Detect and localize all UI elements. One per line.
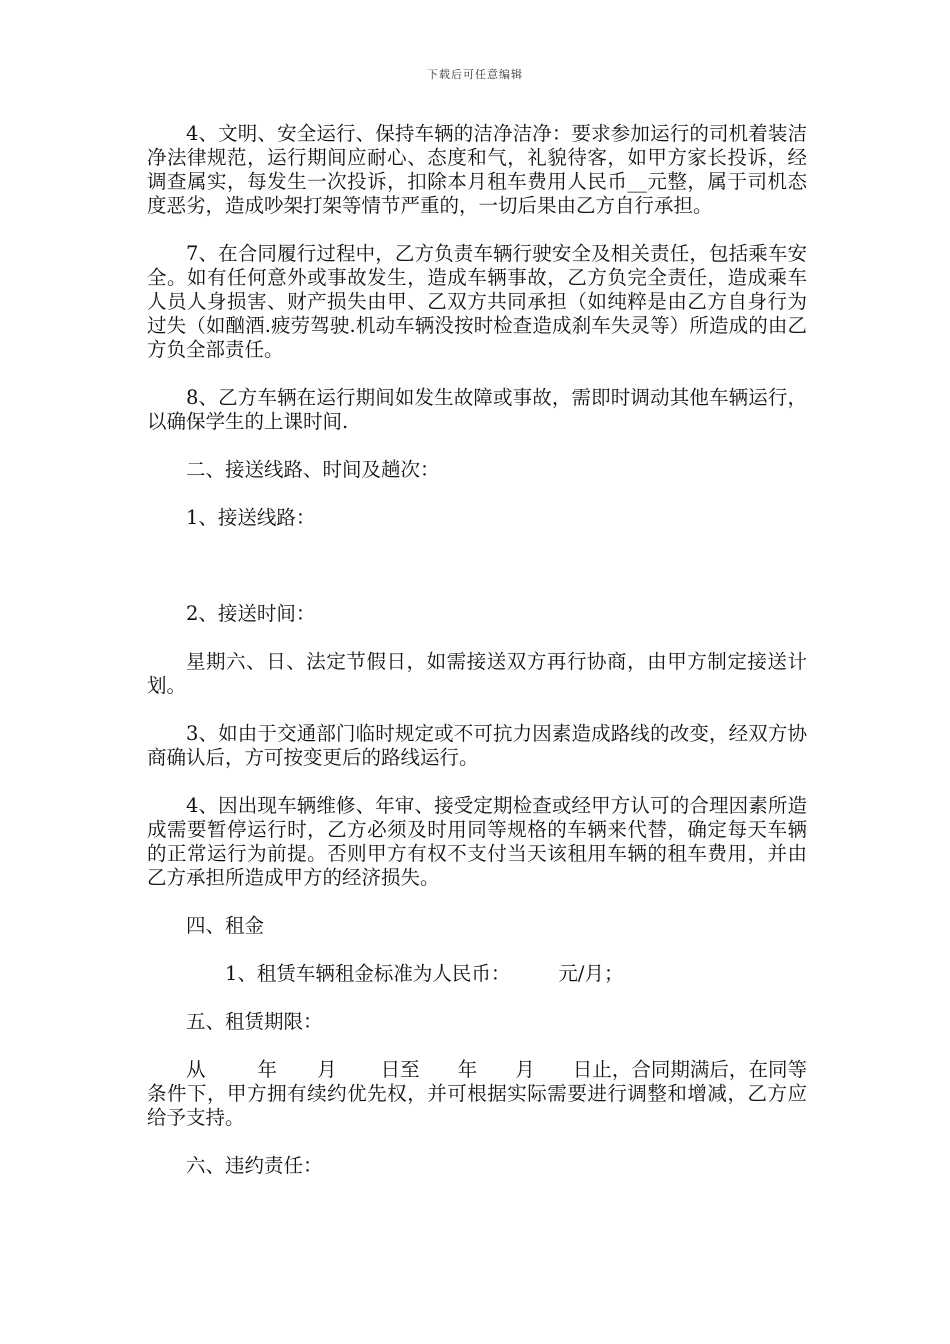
term-renewal: 在同等条件下，甲方拥有续约优先权，并可根据实际需要进行调整和增减，乙方应给予支持。 (147, 1058, 807, 1129)
page-header: 下载后可任意编辑 (427, 68, 523, 81)
term-day-1: 日至 (380, 1058, 420, 1081)
term-year-2: 年 (457, 1058, 478, 1081)
document-body (147, 122, 807, 1202)
weekend-clause: 星期六、日、法定节假日，如需接送双方再行协商，由甲方制定接送计划。 (147, 650, 807, 697)
term-from: 从 (186, 1058, 206, 1081)
clause-3-route-change: 3、如由于交通部门临时规定或不可抗力因素造成路线的改变，经双方协商确认后，方可按变更后的路线运行。 (147, 722, 807, 769)
term-day-2: 日止，合同期满后， (572, 1058, 749, 1081)
term-month-2: 月 (515, 1058, 535, 1081)
route-blank-space (147, 554, 807, 602)
route-label: 1、接送线路： (186, 506, 316, 529)
time-label: 2、接送时间： (186, 602, 316, 625)
term-month-1: 月 (317, 1058, 337, 1081)
rent-standard (147, 962, 807, 986)
lease-term (147, 1058, 807, 1130)
term-year-1: 年 (257, 1058, 278, 1081)
section-4-heading: 四、租金 (186, 914, 265, 937)
clause-4-civility: 4、文明、安全运行、保持车辆的洁净洁净：要求参加运行的司机着装洁净法律规范，运行期间应耐心、态度和气，礼貌待客，如甲方家长投诉，经调查属实，每发生一次投诉，扣除本月租车费用人民币__元整，属于司机态度恶劣，造成吵架打架等情节严重的，一切后果由乙方自行承担。 (147, 122, 807, 217)
rent-unit: 元/月； (558, 962, 624, 985)
section-2-heading: 二、接送线路、时间及趟次： (186, 458, 440, 481)
clause-8-breakdown: 8、乙方车辆在运行期间如发生故障或事故，需即时调动其他车辆运行，以确保学生的上课时间. (147, 386, 807, 433)
section-5-heading: 五、租赁期限： (186, 1010, 323, 1033)
clause-7-safety: 7、在合同履行过程中，乙方负责车辆行驶安全及相关责任，包括乘车安全。如有任何意外或事故发生，造成车辆事故，乙方负完全责任，造成乘车人员人身损害、财产损失由甲、乙双方共同承担（如纯粹是由乙方自身行为过失（如酗酒.疲劳驾驶.机动车辆没按时检查造成刹车失灵等）所造成的由乙方负全部责任。 (147, 242, 807, 361)
section-6-heading: 六、违约责任： (186, 1154, 323, 1177)
clause-4-replacement: 4、因出现车辆维修、年审、接受定期检查或经甲方认可的合理因素所造成需要暂停运行时，乙方必须及时用同等规格的车辆来代替，确定每天车辆的正常运行为前提。否则甲方有权不支付当天该租用车辆的租车费用，并由乙方承担所造成甲方的经济损失。 (147, 794, 807, 889)
rent-label: 1、租赁车辆租金标准为人民币： (225, 962, 511, 985)
